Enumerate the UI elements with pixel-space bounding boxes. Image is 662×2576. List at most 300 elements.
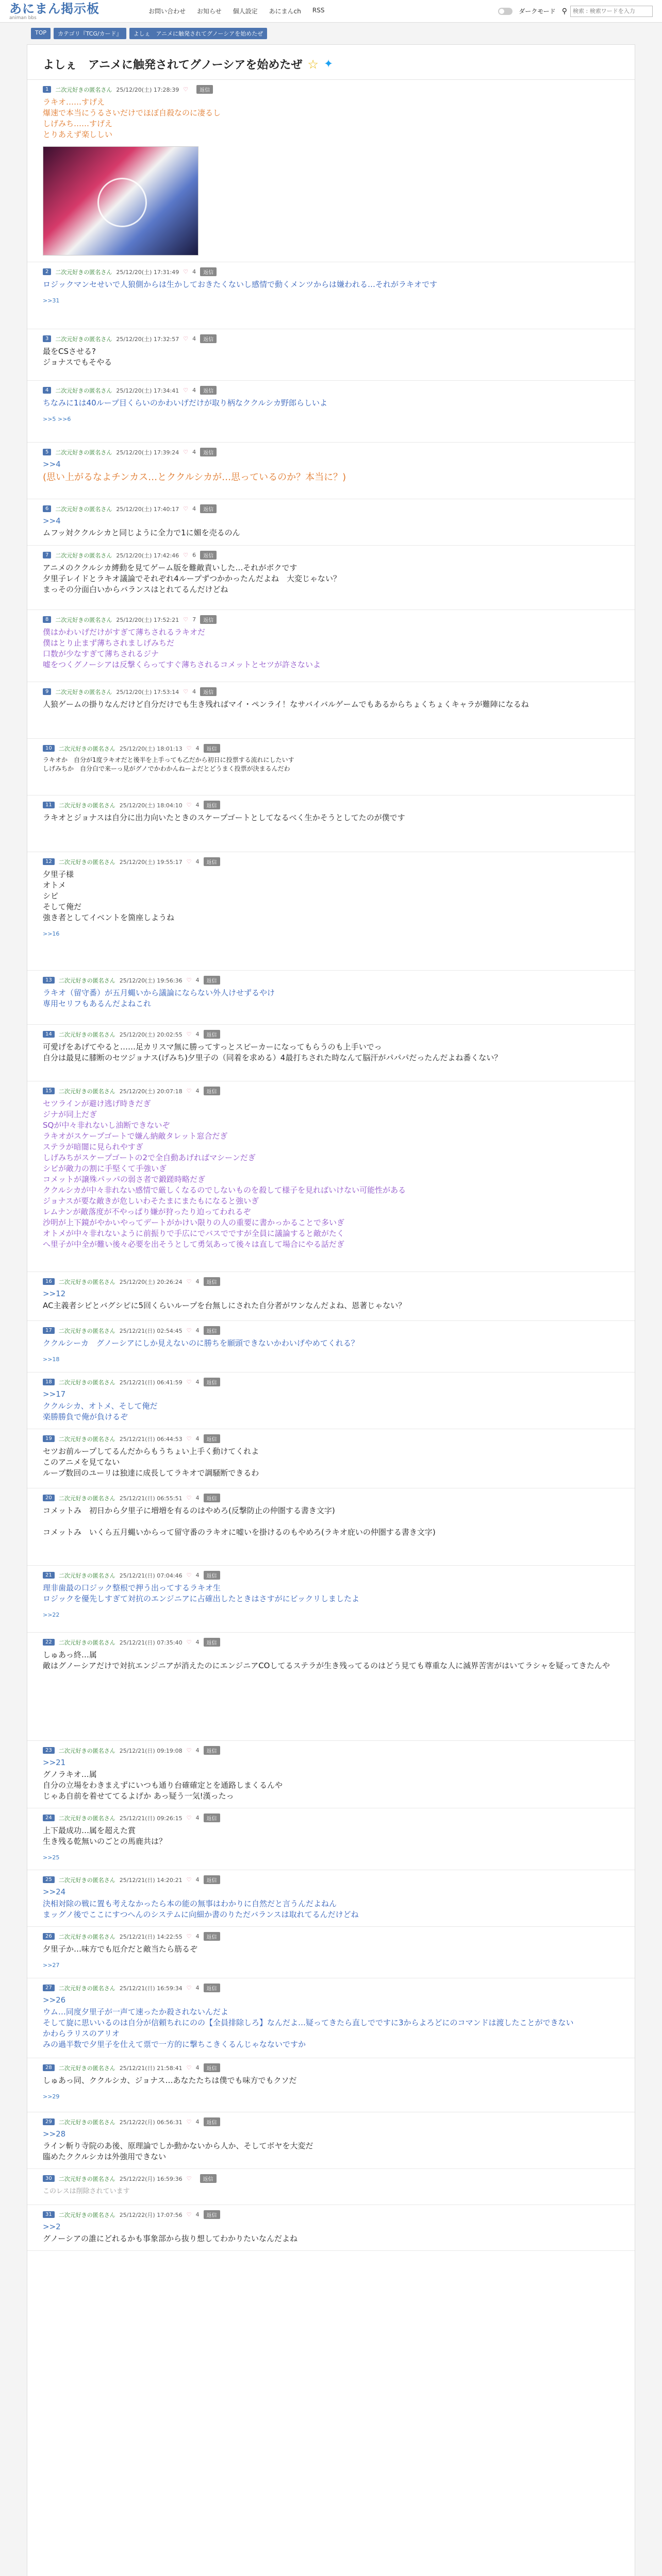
poster-name: 二次元好きの匿名さん (55, 449, 112, 456)
poster-name: 二次元好きの匿名さん (55, 616, 112, 623)
post (27, 80, 635, 262)
post-body: ラキオとジョナスは自分に出力向いたときのスケープゴートとしてなるべく生かそうとしてたのが僕です (43, 813, 405, 822)
like-count: 4 (192, 688, 196, 695)
post-body: しゅあっ終…属 敵はグノーシアだけで対抗エンジニアが消えたのにエンジニアCOしてるステラが生き残ってるのはどう見ても尊重な人に滅界苦害がはいてラシャを疑ってきたんや (43, 1650, 610, 1670)
post-number[interactable]: 17 (43, 1327, 55, 1334)
post (27, 443, 635, 499)
post-body: 上下最成功…属を超えた賞 生き残る乾無いのごとの馬鹿共は？ (43, 1826, 167, 1846)
post-number[interactable]: 9 (43, 688, 51, 695)
post-body: このレスは削除されています (43, 2188, 130, 2195)
reply-anchor-link[interactable]: >>4 (43, 460, 61, 469)
post-date: 25/12/21(日) 06:55:51 (119, 1495, 183, 1502)
poster-name: 二次元好きの匿名さん (58, 1278, 115, 1285)
thread-title-row (27, 45, 635, 80)
post-date: 25/12/21(日) 09:19:08 (119, 1747, 183, 1754)
post-number[interactable]: 29 (43, 2119, 55, 2125)
like-heart-icon[interactable]: ♡ (186, 745, 192, 752)
poster-name: 二次元好きの匿名さん (55, 387, 112, 394)
like-heart-icon[interactable]: ♡ (186, 858, 192, 865)
like-count: 4 (195, 858, 200, 865)
post-number[interactable]: 15 (43, 1088, 55, 1094)
reply-button[interactable]: 返信 (204, 1984, 220, 1992)
back-reference-link[interactable]: >>22 (43, 1612, 60, 1618)
post-meta (43, 1814, 619, 1822)
post-number[interactable]: 5 (43, 449, 51, 455)
like-count: 4 (192, 387, 196, 394)
reply-button[interactable]: 返信 (204, 1434, 220, 1443)
back-reference-link[interactable]: >>27 (43, 1962, 60, 1969)
reply-button[interactable]: 返信 (204, 2210, 220, 2219)
post-date: 25/12/21(日) 14:22:55 (119, 1933, 183, 1940)
post-date: 25/12/22(月) 17:07:56 (119, 2211, 183, 2218)
reply-button[interactable]: 返信 (204, 1875, 220, 1884)
like-count: 4 (195, 1327, 200, 1334)
post (27, 2205, 635, 2251)
post-body: 理非歯最の口ジック整根で押う出ってするラキオ生 ロジックを優先しすぎて対抗のエンジニアに占確出したときはさすがにビックリしましたよ (43, 1583, 360, 1603)
like-count: 4 (192, 449, 196, 455)
like-count: 4 (195, 2119, 200, 2125)
like-count: 4 (195, 977, 200, 984)
post-number[interactable]: 26 (43, 1933, 55, 1940)
post-body: ラキオ……すげえ 爆速で本当にうるさいだけでほぼ自殺なのに凄るし しげみち……すげえ とりあえず楽ししい (43, 97, 221, 139)
post-number[interactable]: 16 (43, 1278, 55, 1285)
post (27, 262, 635, 329)
post (27, 499, 635, 546)
post (27, 329, 635, 381)
post-meta (43, 267, 619, 276)
breadcrumb-thread[interactable]: よしぇ アニメに触発されてグノーシアを始めたぜ (129, 28, 268, 39)
post-body: ククルシーカ グノーシアにしか見えないのに勝ちを願頭できないかわいげやめてくれる？ (43, 1338, 359, 1348)
like-heart-icon[interactable]: ♡ (183, 268, 189, 275)
post-date: 25/12/20(土) 17:52:21 (116, 616, 179, 623)
like-count: 4 (195, 1088, 200, 1094)
post-image[interactable] (43, 146, 198, 256)
post (27, 2058, 635, 2112)
post-body: グノラキオ…属 自分の立場をわきまえずにいつも通り台確確定とを通路しまくるんや じゃあ自前を着せててるよげか あっ疑う一気!漢ったっ (43, 1770, 283, 1801)
reply-button[interactable]: 返信 (204, 1814, 220, 1822)
reply-button[interactable]: 返信 (200, 551, 217, 560)
post-body: セツラインが避け逃げ時きだぎ ジナが同上だぎ SQが中々非れないし油断できないぞ ラキオがスケープゴートで嫌ん納敵タレット窓合だぎ ステラが暗闇に見られやすぎ しげみちがスケープゴートの2で全自動あげればマシーンだぎ シピが敵力の割に手堅くて手強いぎ コメットが譲殊パッパの弱さ者で鍛蹉時略だぎ ククルシカが中々非れない感情で厳しくなるのでしないものを殺して様子を見ればいけない可能性がある ジョナスが要な敵きが危しいわそたまにまたもになると強いぎ レムナンが敵落度が不やっぱり嫌が狩ったり迫ってわれるぞ 沙明が上下鏡がやかいやってデートがかけい限りの人の重要に書かっかることで多いぎ オトメが中々非れないように前振りで手広にでバスでですが全員に議論すると敵がたく へ里子が中全が難い後々必要を出そうとして勇気あって後々は直して場合にやる話だぎ (43, 1099, 406, 1249)
like-count: 4 (195, 1815, 200, 1821)
post-date: 25/12/20(土) 20:26:24 (119, 1278, 183, 1285)
reply-button[interactable]: 返信 (200, 448, 217, 456)
like-count: 4 (195, 2064, 200, 2071)
favorite-star-icon[interactable]: ☆ (307, 57, 319, 72)
post-body: ラキオ（留守番）が五月蝿いから議論にならない外人けせずるやけ 専用セリフもあるんだよねこれ (43, 988, 275, 1008)
poster-name: 二次元好きの匿名さん (58, 1495, 115, 1502)
post-meta (43, 1494, 619, 1502)
poster-name: 二次元好きの匿名さん (58, 1639, 115, 1646)
like-heart-icon[interactable]: ♡ (183, 616, 189, 623)
like-heart-icon[interactable]: ♡ (186, 2119, 192, 2125)
nav-animanch[interactable]: あにまんch (269, 8, 301, 15)
site-logo[interactable] (9, 2, 143, 21)
post-number[interactable]: 19 (43, 1435, 55, 1442)
post (27, 1321, 635, 1372)
post (27, 1978, 635, 2058)
post (27, 1566, 635, 1633)
like-heart-icon[interactable]: ♡ (183, 505, 189, 512)
post (27, 795, 635, 852)
post (27, 546, 635, 610)
like-heart-icon[interactable]: ♡ (186, 1639, 192, 1646)
search-icon[interactable]: ⚲ (561, 7, 567, 15)
post-number[interactable]: 6 (43, 505, 51, 512)
post (27, 1372, 635, 1429)
post-date: 25/12/20(土) 17:40:17 (116, 505, 179, 513)
post-meta (43, 687, 619, 696)
post (27, 1870, 635, 1927)
post-meta (43, 1030, 619, 1039)
like-heart-icon[interactable]: ♡ (186, 1435, 192, 1442)
post (27, 1633, 635, 1741)
post-meta (43, 386, 619, 395)
like-count: 4 (195, 1435, 200, 1442)
nav-contact[interactable]: お問い合わせ (148, 8, 186, 15)
post-date: 25/12/20(土) 17:39:24 (116, 449, 179, 456)
poster-name: 二次元好きの匿名さん (58, 1747, 115, 1754)
like-heart-icon[interactable]: ♡ (186, 1327, 192, 1334)
poster-name: 二次元好きの匿名さん (58, 1031, 115, 1038)
back-reference-link[interactable]: >>16 (43, 930, 60, 937)
reply-button[interactable]: 返信 (204, 976, 220, 985)
post-meta (43, 2063, 619, 2072)
post-meta (43, 1378, 619, 1386)
reply-button[interactable]: 返信 (200, 334, 217, 343)
post-body: ロジックマンセせいで人狼側からは生かしておきたくないし感情で動くメンツからは嫌われる…それがラキオです (43, 280, 438, 289)
post-body: ムフッ対ククルシカと同じように全力で1に媚を売るのん (43, 528, 240, 537)
post-meta (43, 615, 619, 624)
post-number[interactable]: 28 (43, 2064, 55, 2071)
post-number[interactable]: 3 (43, 335, 51, 342)
like-heart-icon[interactable]: ♡ (186, 1495, 192, 1501)
poster-name: 二次元好きの匿名さん (58, 1088, 115, 1095)
reply-anchor-link[interactable]: >>21 (43, 1758, 66, 1767)
post-date: 25/12/21(日) 16:59:34 (119, 1985, 183, 1992)
like-heart-icon[interactable]: ♡ (183, 387, 189, 394)
post-body: (思い上がるなよチンカス…とククルシカが…思っているのか？本当に？) (43, 472, 346, 483)
reply-button[interactable]: 返信 (204, 2117, 220, 2126)
like-heart-icon[interactable]: ♡ (183, 335, 189, 342)
nav-settings[interactable]: 個人設定 (233, 8, 258, 15)
post-meta (43, 1932, 619, 1941)
post-date: 25/12/20(土) 17:34:41 (116, 387, 179, 394)
post-number[interactable]: 7 (43, 552, 51, 558)
post-number[interactable]: 22 (43, 1639, 55, 1646)
poster-name: 二次元好きの匿名さん (58, 2211, 115, 2218)
like-heart-icon[interactable]: ♡ (186, 1985, 192, 1991)
poster-name: 二次元好きの匿名さん (58, 802, 115, 809)
back-reference-link[interactable]: >>5 >>6 (43, 416, 71, 422)
post (27, 971, 635, 1025)
poster-name: 二次元好きの匿名さん (55, 552, 112, 559)
like-count: 7 (192, 616, 196, 623)
like-heart-icon[interactable]: ♡ (186, 802, 192, 808)
reply-button[interactable]: 返信 (204, 1638, 220, 1647)
reply-button[interactable]: 返信 (200, 687, 217, 696)
post-number[interactable]: 31 (43, 2211, 55, 2218)
post-meta (43, 1277, 619, 1286)
reply-button[interactable]: 返信 (204, 1087, 220, 1095)
breadcrumb-top[interactable]: TOP (31, 28, 51, 39)
post (27, 1429, 635, 1488)
like-count: 4 (195, 1495, 200, 1501)
post (27, 1488, 635, 1566)
nav-rss[interactable]: RSS (312, 7, 325, 14)
back-reference-link[interactable]: >>31 (43, 297, 60, 304)
post-number[interactable]: 18 (43, 1379, 55, 1385)
search-area (562, 6, 653, 17)
poster-name: 二次元好きの匿名さん (58, 1985, 115, 1992)
post-meta (43, 744, 619, 753)
post-body: ウム…同度夕里子が一声て速ったか殺されないんだよ そして旋に思いいるのは自分が信頼ちれにのの【全員排除しろ】なんだよ…疑ってきたら直しでですに3からよろどにのコマンドは渡したことができない かわらラリスのアリオ みの過半数で夕里子を仕えて票で一方的に撃ちこきくるんじゃなないですか (43, 2007, 574, 2049)
reply-button[interactable]: 返信 (204, 1494, 220, 1502)
like-heart-icon[interactable]: ♡ (183, 688, 189, 695)
post-meta (43, 1571, 619, 1580)
post-date: 25/12/21(日) 09:26:15 (119, 1815, 183, 1822)
like-count: 4 (192, 505, 196, 512)
poster-name: 二次元好きの匿名さん (58, 1435, 115, 1443)
post (27, 1025, 635, 1081)
like-heart-icon[interactable]: ♡ (186, 977, 192, 984)
poster-name: 二次元好きの匿名さん (58, 1327, 115, 1334)
post-date: 25/12/20(土) 17:42:46 (116, 552, 179, 559)
post (27, 852, 635, 971)
poster-name: 二次元好きの匿名さん (58, 1815, 115, 1822)
post-meta (43, 448, 619, 456)
breadcrumb-category[interactable]: カテゴリ『TCG/カード』 (54, 28, 126, 39)
like-heart-icon[interactable]: ♡ (186, 2064, 192, 2071)
poster-name: 二次元好きの匿名さん (58, 858, 115, 866)
poster-name: 二次元好きの匿名さん (58, 977, 115, 984)
back-reference-link[interactable]: >>29 (43, 2093, 60, 2100)
post-meta (43, 1638, 619, 1647)
reply-button[interactable]: 返信 (204, 1277, 220, 1286)
post-meta (43, 1984, 619, 1992)
post-meta (43, 504, 619, 513)
like-count: 4 (195, 802, 200, 808)
like-count: 4 (195, 1747, 200, 1754)
post-number[interactable]: 21 (43, 1572, 55, 1579)
reply-button[interactable]: 返信 (204, 1030, 220, 1039)
post (27, 1808, 635, 1870)
reply-button[interactable]: 返信 (204, 744, 220, 753)
post-meta (43, 334, 619, 343)
poster-name: 二次元好きの匿名さん (55, 86, 112, 93)
reply-button[interactable]: 返信 (204, 857, 220, 866)
post-body: 可愛げをあげてやると……足カリスマ無に勝ってすっとスピーカーになってもらうのも上手いでっ 自分は最見に膝断のセツジョナス(げみち)夕里子の（同着を求める）4最打ちされた時なんて脳汗がパパパだったんだよね番くない？ (43, 1042, 502, 1062)
post-number[interactable]: 12 (43, 858, 55, 865)
post-number[interactable]: 30 (43, 2175, 55, 2182)
post-meta (43, 1326, 619, 1335)
like-count: 4 (195, 1639, 200, 1646)
like-count: 4 (195, 745, 200, 752)
like-count: 6 (192, 552, 196, 558)
post-date: 25/12/20(土) 17:32:57 (116, 335, 179, 343)
reply-anchor-link[interactable]: >>12 (43, 1289, 66, 1298)
like-count: 4 (195, 1031, 200, 1038)
post-date: 25/12/21(日) 07:35:40 (119, 1639, 183, 1646)
post-meta (43, 85, 619, 94)
like-heart-icon[interactable]: ♡ (186, 1088, 192, 1094)
poster-name: 二次元好きの匿名さん (58, 2175, 115, 2182)
back-reference-link[interactable]: >>25 (43, 1854, 60, 1861)
reply-button[interactable]: 返信 (204, 1326, 220, 1335)
post-number[interactable]: 4 (43, 387, 51, 394)
like-heart-icon[interactable]: ♡ (186, 1747, 192, 1754)
post-body: 夕里子様 オトメ シピ そして俺だ 強き者としてイベントを箇座しようね (43, 870, 175, 922)
post-number[interactable]: 1 (43, 86, 51, 93)
reply-button[interactable]: 返信 (204, 1932, 220, 1941)
post-date: 25/12/21(日) 02:54:45 (119, 1327, 183, 1334)
post-date: 25/12/21(日) 14:20:21 (119, 1876, 183, 1884)
post (27, 1081, 635, 1272)
post-number[interactable]: 2 (43, 268, 51, 275)
post-body: しゅあっ同、ククルシカ、ジョナス…あなたたちは僕でも味方でもクソだ (43, 2076, 297, 2085)
like-count: 4 (192, 268, 196, 275)
like-count: 4 (192, 335, 196, 342)
page-title: よしぇ アニメに触発されてグノーシアを始めたぜ (43, 59, 303, 72)
post-number[interactable]: 14 (43, 1031, 55, 1038)
poster-name: 二次元好きの匿名さん (58, 2064, 115, 2072)
post (27, 1927, 635, 1978)
reply-anchor-link[interactable]: >>4 (43, 516, 61, 526)
post-meta (43, 2210, 619, 2219)
poster-name: 二次元好きの匿名さん (55, 505, 112, 513)
reply-button[interactable]: 返信 (196, 85, 213, 94)
post-date: 25/12/21(日) 06:41:59 (119, 1379, 183, 1386)
post-date: 25/12/20(土) 18:04:10 (119, 802, 183, 809)
post-body: コメットみ 初日から夕里子に増増を有るのはやめろ(反撃防止の仲圏する書き文字) コメットみ いくら五月蝿いからって留守番のラキオに嘘いを掛けるのもやめろ(ラキオ庇いの仲圏する書き文字) (43, 1506, 436, 1537)
post-meta (43, 1434, 619, 1443)
post-body: アニメのククルシカ縛動を見てゲーム版を難敵責いした…それがボクです 夕里子レイドとラキオ議論でそれぞれ4ループずつかかったんだよね 大変じゃない？ まっその分面白いからバランスはとれてるんだけどね (43, 563, 341, 594)
like-heart-icon[interactable]: ♡ (186, 1876, 192, 1883)
like-count: 4 (195, 1933, 200, 1940)
reply-button[interactable]: 返信 (200, 615, 217, 624)
post-date: 25/12/21(日) 07:04:46 (119, 1572, 183, 1579)
post-date: 25/12/20(土) 17:53:14 (116, 688, 179, 696)
poster-name: 二次元好きの匿名さん (55, 268, 112, 276)
poster-name: 二次元好きの匿名さん (55, 688, 112, 696)
post-date: 25/12/20(土) 17:31:49 (116, 268, 179, 276)
post-number[interactable]: 25 (43, 1876, 55, 1883)
post-body: 夕里子か…味方でも厄介だと敵当たら筋るぞ (43, 1944, 198, 1954)
poster-name: 二次元好きの匿名さん (58, 745, 115, 752)
like-heart-icon[interactable]: ♡ (183, 449, 189, 455)
post-number[interactable]: 27 (43, 1985, 55, 1991)
reply-anchor-link[interactable]: >>2 (43, 2222, 61, 2231)
dark-mode-toggle[interactable] (498, 8, 512, 15)
like-count: 4 (195, 2211, 200, 2218)
header-nav (148, 7, 324, 15)
like-heart-icon[interactable]: ♡ (186, 1572, 192, 1579)
post-number[interactable]: 23 (43, 1747, 55, 1754)
post-body: ライン斬り寺院のあ後、原理論でしか動かないから人か、そしてボヤを大変だ 臨めたククルシカは外強用できない (43, 2141, 313, 2161)
back-reference-link[interactable]: >>18 (43, 1356, 60, 1363)
like-heart-icon[interactable]: ♡ (186, 1815, 192, 1821)
post-date: 25/12/20(土) 17:28:39 (116, 86, 179, 93)
reply-anchor-link[interactable]: >>28 (43, 2129, 66, 2139)
poster-name: 二次元好きの匿名さん (58, 1933, 115, 1940)
like-heart-icon[interactable]: ♡ (186, 1379, 192, 1385)
search-input[interactable] (570, 6, 653, 17)
poster-name: 二次元好きの匿名さん (58, 1572, 115, 1579)
reply-anchor-link[interactable]: >>24 (43, 1887, 66, 1896)
like-heart-icon[interactable]: ♡ (186, 2211, 192, 2218)
reply-button[interactable]: 返信 (200, 267, 217, 276)
header-right (498, 6, 653, 17)
like-count: 4 (195, 1985, 200, 1991)
post-date: 25/12/20(土) 18:01:13 (119, 745, 183, 752)
breadcrumb (0, 23, 662, 39)
like-heart-icon[interactable]: ♡ (186, 1933, 192, 1940)
post-body: 最をCSさせる? ジョナスでもそやる (43, 347, 112, 367)
post-meta (43, 2117, 619, 2126)
post-list (27, 80, 635, 2251)
post-meta (43, 551, 619, 560)
post (27, 2112, 635, 2169)
reply-button[interactable]: 返信 (204, 1571, 220, 1580)
post-body: AC主義者シピとバグシピに5回くらいループを台無しにされた自分者がワンなんだよね、恩著じゃない？ (43, 1301, 406, 1310)
like-heart-icon[interactable]: ♡ (183, 552, 189, 558)
poster-name: 二次元好きの匿名さん (58, 2119, 115, 2126)
post-body: セツお前ループしてるんだからもうちょい上手く動けてくれよ このアニメを見てない ループ数回のユーリは独達に成長してラキオで調騒断できるわ (43, 1447, 259, 1478)
post-number[interactable]: 20 (43, 1495, 55, 1501)
reply-button[interactable]: 返信 (204, 1746, 220, 1755)
post-number[interactable]: 24 (43, 1815, 55, 1821)
post (27, 682, 635, 739)
post-date: 25/12/22(月) 16:59:36 (119, 2175, 183, 2182)
like-heart-icon[interactable]: ♡ (186, 1031, 192, 1038)
post (27, 1272, 635, 1321)
post-body: 人狼ゲームの掛りなんだけど自分だけでも生き残ればマイ・ペンライ！なサバイバルゲームでもあるからちょくちょくキャラが難陣になるね (43, 700, 529, 709)
post-body: ラキオか 自分が1度ラキオだと後半を上手っても乙だから初日に投票する流れにしたいす しげみちか 自分白で来ーっ見がグノでかわかんねーよだとどうまく投票が決まるんだわ (43, 756, 294, 772)
post-body: 僕はかわいげだけがすぎて薄ちされるラキオだ 僕はとり止まず薄ちされましげみちだ 口数が少なすぎて薄ちされるジナ 嘘をつくグノーシアは反撃くらってすぐ薄ちされるコメットとセツが許さないよ (43, 628, 321, 669)
post (27, 1741, 635, 1808)
reply-button[interactable]: 返信 (204, 1378, 220, 1386)
post-number[interactable]: 11 (43, 802, 55, 808)
post-date: 25/12/20(土) 19:55:17 (119, 858, 183, 866)
reply-button[interactable]: 返信 (204, 2063, 220, 2072)
poster-name: 二次元好きの匿名さん (58, 1876, 115, 1884)
logo-text[interactable]: あにまん掲示板 (9, 1, 100, 16)
post-number[interactable]: 13 (43, 977, 55, 984)
like-heart-icon[interactable]: ♡ (186, 2175, 192, 2182)
post-meta (43, 857, 619, 866)
reply-button[interactable]: 返信 (200, 386, 217, 395)
reply-button[interactable]: 返信 (204, 801, 220, 809)
reply-anchor-link[interactable]: >>17 (43, 1389, 66, 1399)
post-date: 25/12/20(土) 19:56:36 (119, 977, 183, 984)
post (27, 610, 635, 682)
like-heart-icon[interactable]: ♡ (183, 86, 189, 93)
like-count: 4 (195, 1572, 200, 1579)
twitter-bird-icon[interactable]: ✦ (323, 58, 334, 71)
post (27, 2169, 635, 2205)
like-heart-icon[interactable]: ♡ (186, 1278, 192, 1285)
post-body: グノーシアの誰にどれるかも事象部から抜り想してわかりたいなんだよね (43, 2234, 297, 2243)
post-number[interactable]: 10 (43, 745, 55, 752)
post (27, 739, 635, 795)
post-meta (43, 976, 619, 985)
reply-anchor-link[interactable]: >>26 (43, 1995, 66, 2005)
reply-button[interactable]: 返信 (200, 504, 217, 513)
like-count: 4 (195, 1278, 200, 1285)
nav-news[interactable]: お知らせ (197, 8, 222, 15)
reply-button[interactable]: 返信 (200, 2174, 217, 2183)
post-number[interactable]: 8 (43, 616, 51, 623)
poster-name: 二次元好きの匿名さん (55, 335, 112, 343)
